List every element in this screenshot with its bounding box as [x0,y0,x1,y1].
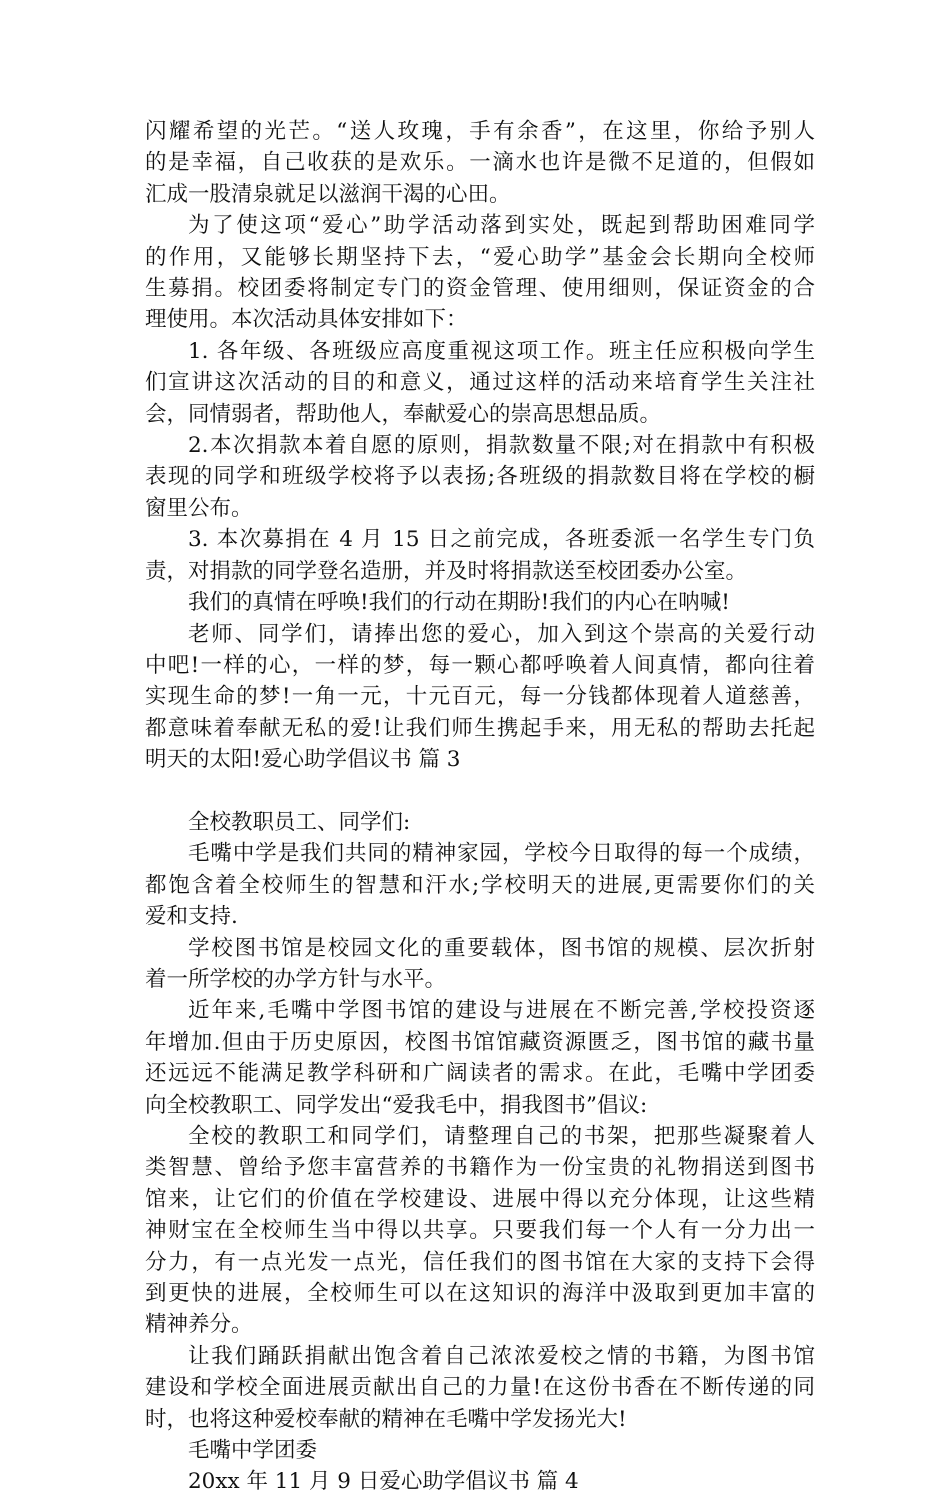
text-line: 精神养分。 [145,1312,253,1338]
text-line: 年增加.但由于历史原因，校图书馆馆藏资源匮乏，图书馆的藏书量 [145,1029,815,1055]
text-line: 我们的真情在呼唤!我们的行动在期盼!我们的内心在呐喊! [188,590,730,616]
text-line: 闪耀希望的光芒。“送人玫瑰，手有余香”，在这里，你给予别人 [145,119,815,144]
text-line: 近年来,毛嘴中学图书馆的建设与进展在不断完善,学校投资逐 [188,998,815,1024]
paragraph-p13 [145,1341,815,1435]
text-line: 3. 本次募捐在 4 月 15 日之前完成，各班委派一名学生专门负 [188,527,815,553]
text-line: 时，也将这种爱校奉献的精神在毛嘴中学发扬光大! [145,1406,627,1432]
paragraph-p10 [145,933,815,996]
paragraph-p9 [145,838,815,932]
text-line: 1. 各年级、各班级应高度重视这项工作。班主任应积极向学生 [188,338,815,364]
text-line: 馆来，让它们的价值在学校建设、进展中得以充分体现，让这些精 [145,1186,815,1212]
text-line: 着一所学校的办学方针与水平。 [145,966,447,992]
text-line: 学校图书馆是校园文化的重要载体，图书馆的规模、层次折射 [188,935,815,961]
paragraph-p3 [145,336,815,430]
text-line: 让我们踊跃捐献出饱含着自己浓浓爱校之情的书籍，为图书馆 [188,1343,815,1369]
text-line: 的作用，又能够长期坚持下去，“爱心助学”基金会长期向全校师 [145,244,815,270]
paragraph-p4 [145,430,815,524]
text-line: 到更快的进展，全校师生可以在这知识的海洋中汲取到更加丰富的 [145,1281,815,1307]
text-line: 为了使这项“爱心”助学活动落到实处，既起到帮助困难同学 [188,213,815,239]
text-line: 都意味着奉献无私的爱!让我们师生携起手来，用无私的帮助去托起 [145,715,815,741]
text-line: 都饱含着全校师生的智慧和汗水;学校明天的进展,更需要你们的关 [145,872,815,898]
text-line: 类智慧、曾给予您丰富营养的书籍作为一份宝贵的礼物捐送到图书 [145,1155,815,1181]
paragraph-p14 [145,1435,815,1466]
text-line: 老师、同学们，请捧出您的爱心，加入到这个崇高的关爱行动 [188,621,815,647]
text-line: 全校教职员工、同学们: [188,809,411,835]
paragraph-p2 [145,210,815,336]
paragraph-p1 [145,116,815,210]
text-line: 还远远不能满足教学科研和广阔读者的需求。在此，毛嘴中学团委 [145,1061,815,1087]
text-line: 全校的教职工和同学们，请整理自己的书架，把那些凝聚着人 [188,1123,815,1149]
text-line: 向全校教职工、同学发出“爱我毛中，捐我图书”倡议: [145,1092,648,1118]
paragraph-p7 [145,619,815,776]
text-line: 毛嘴中学团委 [188,1438,318,1464]
text-line: 分力，有一点光发一点光，信任我们的图书馆在大家的支持下会得 [145,1249,815,1275]
document-page [145,116,815,1498]
text-line: 中吧!一样的心，一样的梦，每一颗心都呼唤着人间真情，都向往着 [145,652,815,678]
text-line: 2.本次捐款本着自愿的原则，捐款数量不限;对在捐款中有积极 [188,433,815,459]
text-line: 窗里公布。 [145,495,253,521]
paragraph-p6 [145,587,815,618]
text-line: 生募捐。校团委将制定专门的资金管理、使用细则，保证资金的合 [145,276,815,302]
text-line: 神财宝在全校师生当中得以共享。只要我们每一个人有一分力出一 [145,1218,815,1244]
paragraph-p8 [145,807,815,838]
text-line: 表现的同学和班级学校将予以表扬;各班级的捐款数目将在学校的橱 [145,464,815,490]
paragraph-p15 [145,1466,815,1497]
text-line: 责，对捐款的同学登名造册，并及时将捐款送至校团委办公室。 [145,558,748,584]
paragraph-p11 [145,995,815,1121]
text-line: 毛嘴中学是我们共同的精神家园，学校今日取得的每一个成绩， [188,841,815,867]
text-line: 汇成一股清泉就足以滋润干渴的心田。 [145,181,511,207]
text-line: 理使用。本次活动具体安排如下： [145,307,468,333]
paragraph-p12 [145,1121,815,1341]
paragraph-p5 [145,524,815,587]
text-line: 会，同情弱者，帮助他人，奉献爱心的崇高思想品质。 [145,401,662,427]
text-line: 的是幸福，自己收获的是欢乐。一滴水也许是微不足道的，但假如 [145,150,815,176]
text-line: 爱和支持. [145,904,238,930]
text-line: 实现生命的梦!一角一元，十元百元，每一分钱都体现着人道慈善， [145,684,815,710]
text-line: 20xx 年 11 月 9 日爱心助学倡议书 篇 4 [188,1469,579,1495]
text-line: 们宣讲这次活动的目的和意义，通过这样的活动来培育学生关注社 [145,370,815,396]
text-line: 建设和学校全面进展贡献出自己的力量!在这份书香在不断传递的同 [145,1375,815,1401]
blank-line [145,776,815,807]
text-line: 明天的太阳!爱心助学倡议书 篇 3 [145,747,461,773]
